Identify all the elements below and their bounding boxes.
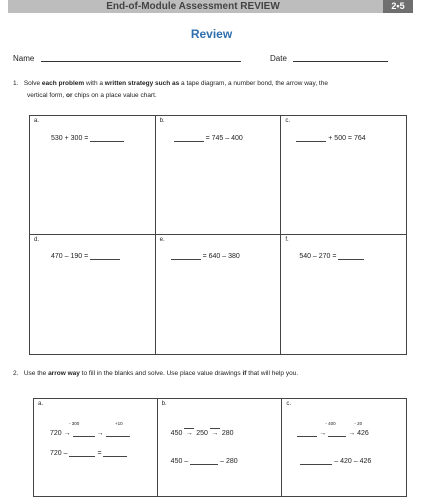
step-blank[interactable] (210, 421, 220, 429)
q2-instructions (13, 368, 413, 380)
end-value: 426 (357, 430, 369, 437)
equals-sign: = (97, 450, 102, 457)
answer-blank[interactable] (190, 457, 218, 465)
cell-letter: a. (38, 401, 44, 407)
start-value: 450 (170, 430, 183, 437)
answer-blank[interactable] (297, 429, 317, 437)
arrow-chain-b (171, 421, 234, 437)
date-label: Date (270, 54, 287, 63)
arrow-cell-b[interactable] (157, 399, 282, 497)
answer-blank[interactable] (73, 429, 95, 437)
step-blank[interactable] (184, 421, 194, 429)
cell-letter: c. (285, 118, 290, 124)
q1-text: chips on a place value chart. (74, 92, 157, 99)
q1-text-bold: written strategy such as (104, 80, 180, 87)
q2-text: to fill in the blanks and solve. Use place value drawings (81, 370, 241, 377)
arrow-step-label: +10 (115, 421, 123, 426)
q1-text: Solve (23, 80, 41, 87)
answer-blank[interactable] (69, 449, 95, 457)
arrow-right-icon: → (211, 430, 219, 437)
cell-letter: e. (159, 237, 165, 243)
end-value: 280 (221, 430, 234, 437)
q2-number: 2. (13, 370, 19, 377)
problem-c (296, 134, 365, 142)
problem-cell-e[interactable] (155, 235, 281, 355)
q1-text: with a (86, 80, 103, 87)
problem-f (299, 252, 364, 260)
q1-text: a tape diagram, a number bond, the arrow way, the (181, 80, 328, 87)
arrow-right-icon: → (96, 430, 104, 437)
answer-blank[interactable] (296, 134, 326, 142)
problem-d (51, 252, 120, 260)
equation-text: 450 – (170, 458, 189, 465)
arrow-chain-a (50, 429, 130, 437)
page-title: Review (190, 27, 233, 41)
answer-blank[interactable] (300, 457, 332, 465)
answer-blank[interactable] (174, 134, 204, 142)
problem-text: 470 – 190 = (51, 253, 89, 260)
cell-letter: c. (286, 401, 291, 407)
arrow-right-icon: → (319, 430, 327, 437)
cell-letter: a. (34, 118, 40, 124)
mid-value: 250 (196, 430, 208, 437)
cell-letter: d. (34, 237, 40, 243)
q1-instructions (13, 78, 413, 102)
q2-text-bold: arrow way (48, 370, 80, 377)
answer-blank[interactable] (338, 252, 364, 260)
problem-cell-a[interactable] (30, 116, 156, 235)
q1-text-bold: each problem (41, 80, 85, 87)
name-field[interactable] (41, 61, 241, 62)
problem-cell-d[interactable] (30, 235, 156, 355)
arrow-right-icon: → (63, 430, 71, 437)
arrow-step (184, 421, 194, 437)
answer-blank[interactable] (90, 252, 120, 260)
problem-text: = 745 – 400 (205, 135, 243, 142)
answer-blank[interactable] (103, 449, 127, 457)
problem-text: 540 – 270 = (299, 253, 337, 260)
arrow-right-icon: → (348, 430, 356, 437)
q2-text: that will help you. (248, 370, 299, 377)
problem-text: = 640 – 380 (202, 253, 240, 260)
q1-text-bold: or (66, 92, 73, 99)
answer-blank[interactable] (106, 429, 130, 437)
arrow-step (210, 421, 220, 437)
q2-text-bold: if (242, 370, 247, 377)
arrow-step-label: - 20 (354, 421, 363, 426)
arrow-cell-a[interactable] (34, 399, 158, 497)
equation-b (171, 457, 238, 465)
start-value: 720 (50, 430, 62, 437)
problem-b (174, 134, 243, 142)
problem-cell-b[interactable] (155, 116, 281, 235)
answer-blank[interactable] (171, 252, 201, 260)
q1-number: 1. (13, 80, 19, 87)
assessment-title: End-of-Module Assessment REVIEW (106, 1, 280, 12)
arrow-chain-c (297, 429, 369, 437)
q2-text: Use the (23, 370, 47, 377)
equation-a (50, 449, 127, 457)
problem-e (171, 252, 240, 260)
q2-problem-grid (33, 398, 407, 497)
header-bar (8, 0, 413, 13)
name-label: Name (13, 54, 35, 63)
q1-problem-grid (29, 115, 407, 355)
cell-letter: f. (285, 237, 289, 243)
arrow-step-label: - 400 (325, 421, 336, 426)
grade-module-badge: 2•5 (383, 0, 413, 13)
arrow-step-label: - 300 (69, 421, 80, 426)
answer-blank[interactable] (90, 134, 124, 142)
answer-blank[interactable] (328, 429, 346, 437)
arrow-right-icon: → (185, 430, 193, 437)
problem-a (51, 134, 124, 142)
equation-text: 720 – (50, 450, 68, 457)
equation-text: – 420 – 426 (334, 458, 372, 465)
equation-c (300, 457, 371, 465)
q1-text: vertical form, (27, 92, 65, 99)
problem-text: + 500 = 764 (328, 135, 366, 142)
cell-letter: b. (161, 401, 167, 407)
equation-text: – 280 (220, 458, 238, 465)
arrow-cell-c[interactable] (282, 399, 407, 497)
problem-cell-f[interactable] (281, 235, 407, 355)
date-field[interactable] (293, 61, 388, 62)
problem-text: 530 + 300 = (51, 135, 89, 142)
problem-cell-c[interactable] (281, 116, 407, 235)
cell-letter: b. (159, 118, 165, 124)
